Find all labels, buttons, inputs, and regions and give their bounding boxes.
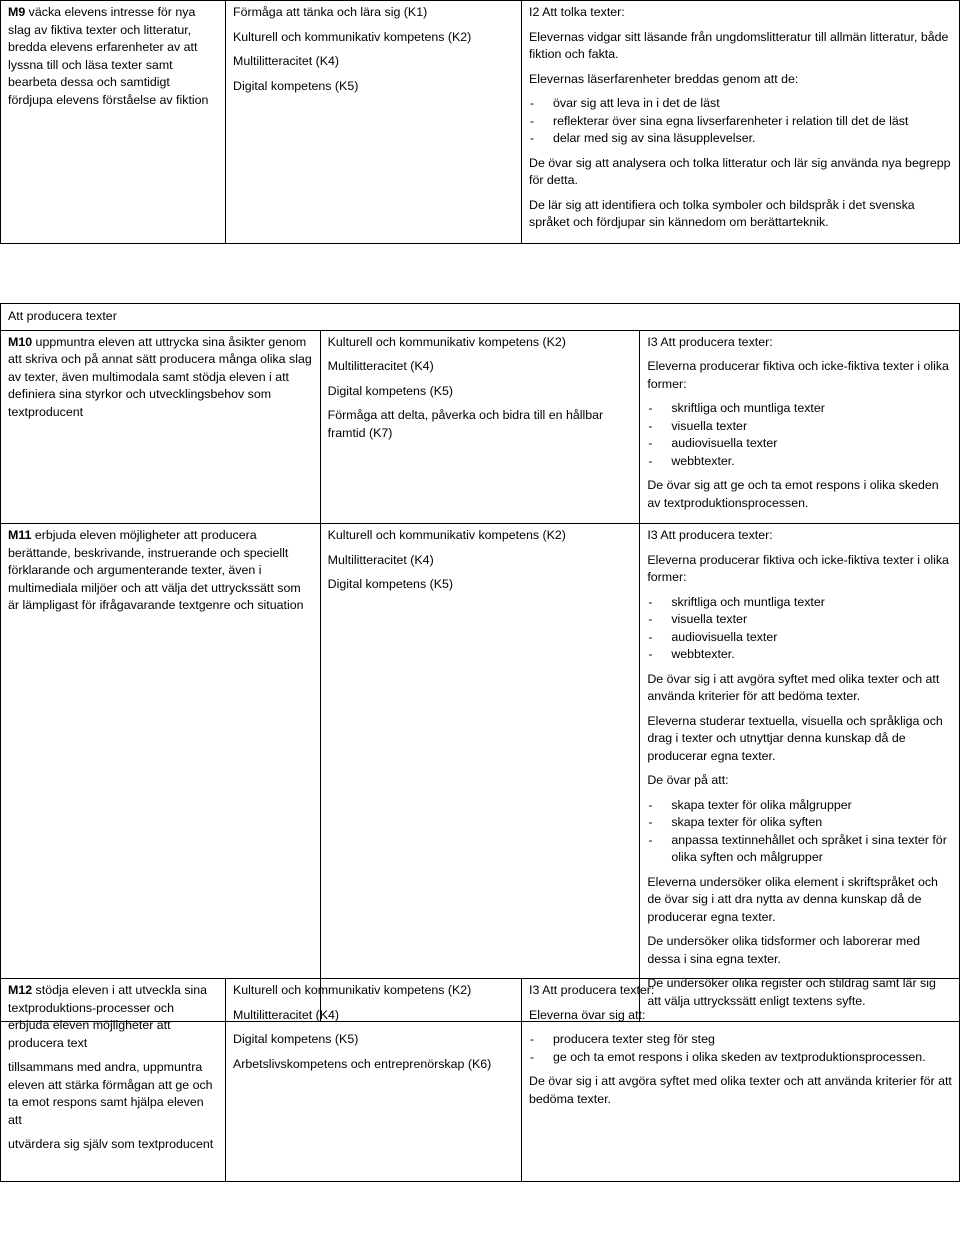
competency-item: Arbetslivskompetens och entreprenörskap (K6) [233,1056,492,1071]
content-paragraph: De undersöker olika register och stildrag samt lär sig att välja uttryckssätt enligt textens syfte. [647,976,936,1008]
competency-item: Multilitteracitet (K4) [233,1007,340,1022]
content-heading: I2 Att tolka texter: [529,5,625,19]
goal-paragraph: utvärdera sig själv som textproducent [8,1137,214,1151]
competency-item: Digital kompetens (K5) [233,1032,359,1046]
goal-text: stödja eleven i att utveckla sina textproduktions-processer och erbjuda eleven möjligheter att producera text [8,983,208,1050]
list-item: - anpassa textinnehållet och språket i sina texter för olika syften och målgrupper [647,832,952,867]
competency-item: Digital kompetens (K5) [327,577,453,591]
content-paragraph: De övar sig i att avgöra syftet med olika texter och att använda kriterier för att bedöma texter. [529,1074,952,1106]
table-header-row [1,304,960,331]
content-cell [522,1,960,244]
list-item: - visuella texter [647,611,952,629]
goal-cell [1,330,321,524]
goal-text: erbjuda eleven möjligheter att producera berättande, beskrivande, instruerande och speciellt förklarande och argumenterande texter, även i multimediala miljöer och att välja det uttryckssätt som är lämpligast för ifrågavarande textgenre och situation [8,528,304,612]
table-row [1,1,960,244]
list-item: - producera texter steg för steg [529,1031,952,1049]
content-paragraph: De övar på att: [647,773,729,787]
goal-paragraph [8,982,218,1052]
content-list [529,1031,952,1066]
list-item: - audiovisuella texter [647,435,952,453]
goal-cell [1,524,321,1022]
content-list [529,95,952,148]
goal-text: uppmuntra eleven att uttrycka sina åsikter genom att skriva och på annat sätt producera många olika slag av texter, även multimodala samt stödja eleven i att definiera sina styrkor och utvecklingsbehov som textproducent [8,334,312,419]
competency-item: Förmåga att delta, påverka och bidra till en hållbar framtid (K7) [327,408,604,440]
goal-paragraph: tillsammans med andra, uppmuntra eleven att stärka förmågan att ge och ta emot respons samt hjälpa eleven att [8,1060,213,1127]
list-item: - delar med sig av sina läsupplevelser. [529,130,952,148]
list-item: - övar sig att leva in i det de läst [529,95,952,113]
content-heading: I3 Att producera texter: [647,334,773,349]
content-cell [522,979,960,1182]
goal-table-m9 [0,0,960,244]
competency-item: Kulturell och kommunikativ kompetens (K2) [233,29,472,44]
competency-item: Förmåga att tänka och lära sig (K1) [233,5,428,19]
list-item: - ge och ta emot respons i olika skeden av textproduktionsprocessen. [529,1049,952,1067]
content-paragraph: De övar sig att ge och ta emot respons i olika skeden av textproduktionsprocessen. [647,478,939,510]
competency-item: Digital kompetens (K5) [233,78,359,93]
table-row [1,979,960,1182]
content-list [647,400,952,470]
competency-cell [226,1,522,244]
goal-code: M11 [8,528,32,542]
goal-cell [1,1,226,244]
competency-item: Digital kompetens (K5) [327,383,453,398]
competency-item: Kulturell och kommunikativ kompetens (K2) [233,983,472,997]
list-item: - audiovisuella texter [647,629,952,647]
competency-item: Multilitteracitet (K4) [327,552,434,567]
competency-item: Multilitteracitet (K4) [233,54,340,68]
goal-text: väcka elevens intresse för nya slag av fiktiva texter och litteratur, bredda elevens erfarenheter av att lyssna till och läsa texter samt bearbeta dessa och samtidigt fördjupa elevens förståelse av fiktion [8,5,209,107]
list-item: - skapa texter för olika målgrupper [647,797,952,815]
content-list [647,594,952,664]
content-heading: I3 Att producera texter: [529,983,655,997]
content-heading: I3 Att producera texter: [647,528,773,542]
content-cell [640,524,960,1022]
list-item: - visuella texter [647,418,952,436]
competency-item: Kulturell och kommunikativ kompetens (K2) [327,334,566,349]
table-row [1,330,960,524]
goal-table-producing-texts [0,303,960,1022]
content-paragraph: Elevernas vidgar sitt läsande från ungdomslitteratur till allmän litteratur, både fiktion och fakta. [529,29,949,61]
goal-table-m12 [0,978,960,1182]
content-paragraph: De övar sig i att avgöra syftet med olika texter och att använda kriterier för att bedöma texter. [647,671,940,703]
content-paragraph: De övar sig att analysera och tolka litteratur och lär sig använda nya begrepp för detta. [529,155,951,187]
competency-cell [320,524,640,1022]
competency-item: Kulturell och kommunikativ kompetens (K2) [327,528,566,542]
content-paragraph: Elevernas läserfarenheter breddas genom att de: [529,71,799,86]
content-paragraph: Eleverna producerar fiktiva och icke-fiktiva texter i olika former: [647,552,949,584]
list-item: - skriftliga och muntliga texter [647,594,952,612]
list-item: - reflekterar över sina egna livserfarenheter i relation till det de läst [529,113,952,131]
competency-cell [320,330,640,524]
content-list [647,797,952,867]
content-paragraph: Eleverna övar sig att: [529,1007,646,1022]
table-row [1,524,960,1022]
competency-cell [226,979,522,1182]
competency-item: Multilitteracitet (K4) [327,359,434,373]
content-cell [640,330,960,524]
content-paragraph: Eleverna producerar fiktiva och icke-fiktiva texter i olika former: [647,359,949,391]
content-paragraph: De undersöker olika tidsformer och laborerar med dessa i sina egna texter. [647,934,921,966]
list-item: - webbtexter. [647,646,952,664]
section-header: Att producera texter [1,304,960,331]
goal-code: M10 [8,334,33,349]
goal-code: M9 [8,5,26,19]
list-item: - webbtexter. [647,453,952,471]
content-paragraph: Eleverna undersöker olika element i skriftspråket och de övar sig i att dra nytta av denna kunskap då de producerar egna texter. [647,874,938,924]
goal-cell [1,979,226,1182]
list-item: - skapa texter för olika syften [647,814,952,832]
list-item: - skriftliga och muntliga texter [647,400,952,418]
content-paragraph: De lär sig att identifiera och tolka symboler och bildspråk i det svenska språket och fördjupar sin kännedom om berättarteknik. [529,197,915,229]
goal-code: M12 [8,983,33,997]
content-paragraph: Eleverna studerar textuella, visuella och språkliga och drag i texter och utnyttjar denna kunskap då de producerar egna texter. [647,713,943,763]
